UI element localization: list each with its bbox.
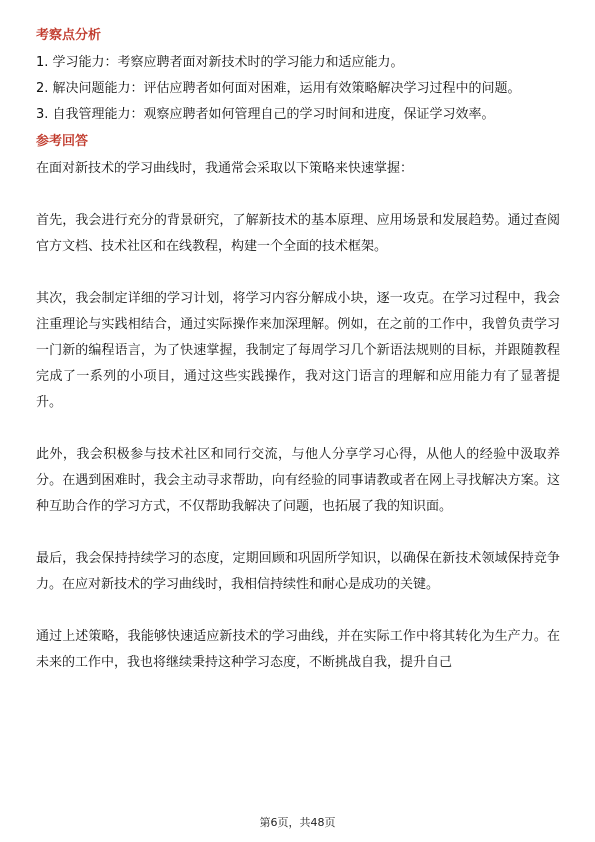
analysis-heading: 考察点分析 xyxy=(36,28,102,43)
answer-paragraph-first: 首先，我会进行充分的背景研究，了解新技术的基本原理、应用场景和发展趋势。通过查阅官方文档、技术社区和在线教程，构建一个全面的技术框架。 xyxy=(36,213,560,254)
answer-paragraph-second: 其次，我会制定详细的学习计划，将学习内容分解成小块，逐一攻克。在学习过程中，我会注重理论与实践相结合，通过实际操作来加深理解。例如，在之前的工作中，我曾负责学习一门新的编程语言，为了快速掌握，我制定了每周学习几个新语法规则的目标，并跟随教程完成了一系列的小项目，通过这些实践操作，我对这门语言的理解和应用能力有了显著提升。 xyxy=(36,291,560,410)
analysis-item-problem-solving: 2. 解决问题能力：评估应聘者如何面对困难，运用有效策略解决学习过程中的问题。 xyxy=(36,81,521,96)
answer-paragraph-conclusion: 通过上述策略，我能够快速适应新技术的学习曲线，并在实际工作中将其转化为生产力。在未来的工作中，我也将继续秉持这种学习态度，不断挑战自我，提升自己 xyxy=(36,629,560,670)
answer-paragraph-fourth: 最后，我会保持持续学习的态度，定期回顾和巩固所学知识，以确保在新技术领域保持竞争力。在应对新技术的学习曲线时，我相信持续性和耐心是成功的关键。 xyxy=(36,551,560,592)
page-number: 第6页，共48页 xyxy=(259,816,336,829)
answer-heading: 参考回答 xyxy=(36,134,89,149)
analysis-item-learning: 1. 学习能力：考察应聘者面对新技术时的学习能力和适应能力。 xyxy=(36,55,404,70)
document-page xyxy=(36,26,560,676)
analysis-item-self-management: 3. 自我管理能力：观察应聘者如何管理自己的学习时间和进度，保证学习效率。 xyxy=(36,107,495,122)
answer-intro: 在面对新技术的学习曲线时，我通常会采取以下策略来快速掌握： xyxy=(36,161,414,176)
answer-paragraph-third: 此外，我会积极参与技术社区和同行交流，与他人分享学习心得，从他人的经验中汲取养分。在遇到困难时，我会主动寻求帮助，向有经验的同事请教或者在网上寻找解决方案。这种互助合作的学习方式，不仅帮助我解决了问题，也拓展了我的知识面。 xyxy=(36,447,560,514)
